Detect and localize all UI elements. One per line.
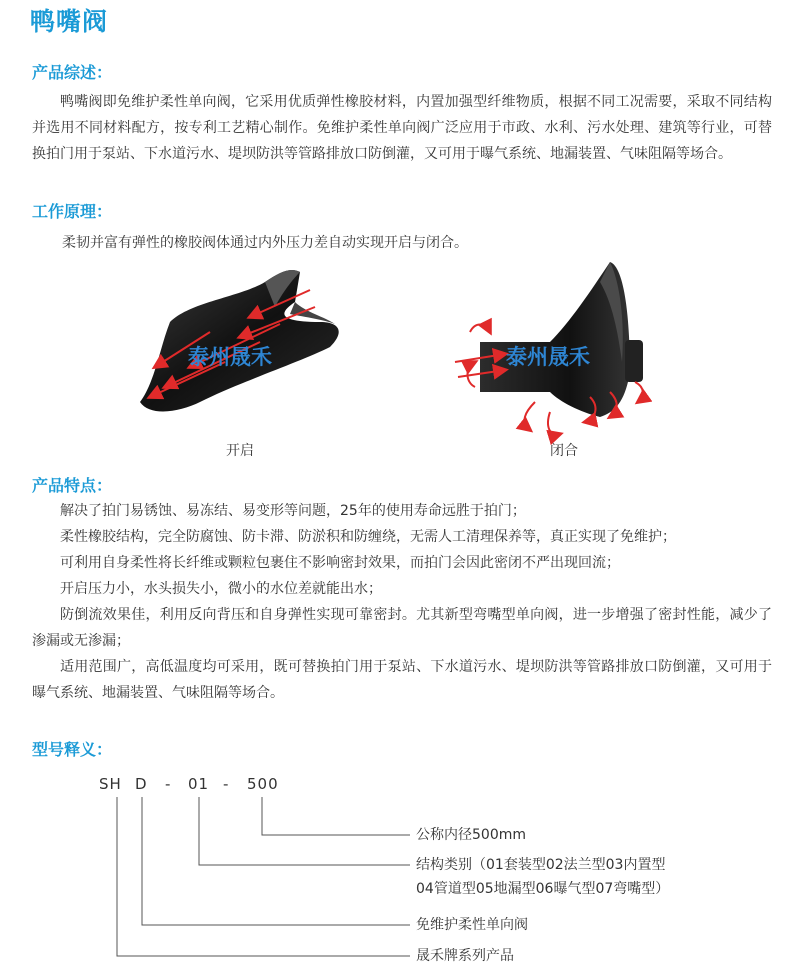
model-code-dash2: -	[223, 775, 230, 793]
model-desc-type: 免维护柔性单向阀	[416, 917, 528, 933]
feature-item: 可利用自身柔性将长纤维或颗粒包裹住不影响密封效果，而拍门会因此密闭不严出现回流；	[60, 555, 620, 571]
open-watermark: 泰州晟禾	[188, 345, 272, 369]
model-code-500: 500	[247, 775, 279, 793]
principle-text: 柔韧并富有弹性的橡胶阀体通过内外压力差自动实现开启与闭合。	[62, 235, 468, 251]
model-desc-diameter: 公称内径500mm	[416, 827, 526, 843]
model-desc-structure-2: 04管道型05地漏型06曝气型07弯嘴型）	[416, 881, 670, 897]
feature-item: 解决了拍门易锈蚀、易冻结、易变形等问题，25年的使用寿命远胜于拍门；	[60, 503, 526, 519]
model-code-dash1: -	[165, 775, 172, 793]
closed-watermark: 泰州晟禾	[506, 345, 590, 369]
principle-heading: 工作原理：	[32, 202, 113, 221]
open-caption: 开启	[226, 443, 254, 459]
model-desc-brand: 晟禾牌系列产品	[416, 948, 514, 964]
model-desc-structure-1: 结构类别（01套装型02法兰型03内置型	[416, 857, 666, 873]
model-code-01: 01	[188, 775, 210, 793]
model-code-d: D	[135, 775, 148, 793]
feature-item: 柔性橡胶结构，完全防腐蚀、防卡滞、防淤积和防缠绕，无需人工清理保养等，真正实现了免维护；	[60, 529, 676, 545]
feature-item: 开启压力小，水头损失小，微小的水位差就能出水；	[60, 581, 382, 597]
feature-item: 防倒流效果佳，利用反向背压和自身弹性实现可靠密封。尤其新型弯嘴型单向阀，进一步增强了密封性能，减少了渗漏或无渗漏；	[32, 607, 772, 649]
page-title: 鸭嘴阀	[30, 7, 109, 36]
overview-heading: 产品综述：	[32, 63, 113, 82]
closed-caption: 闭合	[550, 443, 578, 459]
features-heading: 产品特点：	[32, 476, 113, 495]
overview-text: 鸭嘴阀即免维护柔性单向阀，它采用优质弹性橡胶材料，内置加强型纤维物质，根据不同工况需要，采取不同结构并选用不同材料配方，按专利工艺精心制作。免维护柔性单向阀广泛应用于市政、水利、污水处理、建筑等行业，可替换拍门用于泵站、下水道污水、堤坝防洪等管路排放口防倒灌，又可用于曝气系统、地漏装置、气味阻隔等场合。	[32, 94, 772, 162]
model-heading: 型号释义：	[32, 740, 113, 759]
feature-item: 适用范围广，高低温度均可采用，既可替换拍门用于泵站、下水道污水、堤坝防洪等管路排放口防倒灌，又可用于曝气系统、地漏装置、气味阻隔等场合。	[32, 659, 772, 701]
model-code-sh: SH	[99, 775, 122, 793]
